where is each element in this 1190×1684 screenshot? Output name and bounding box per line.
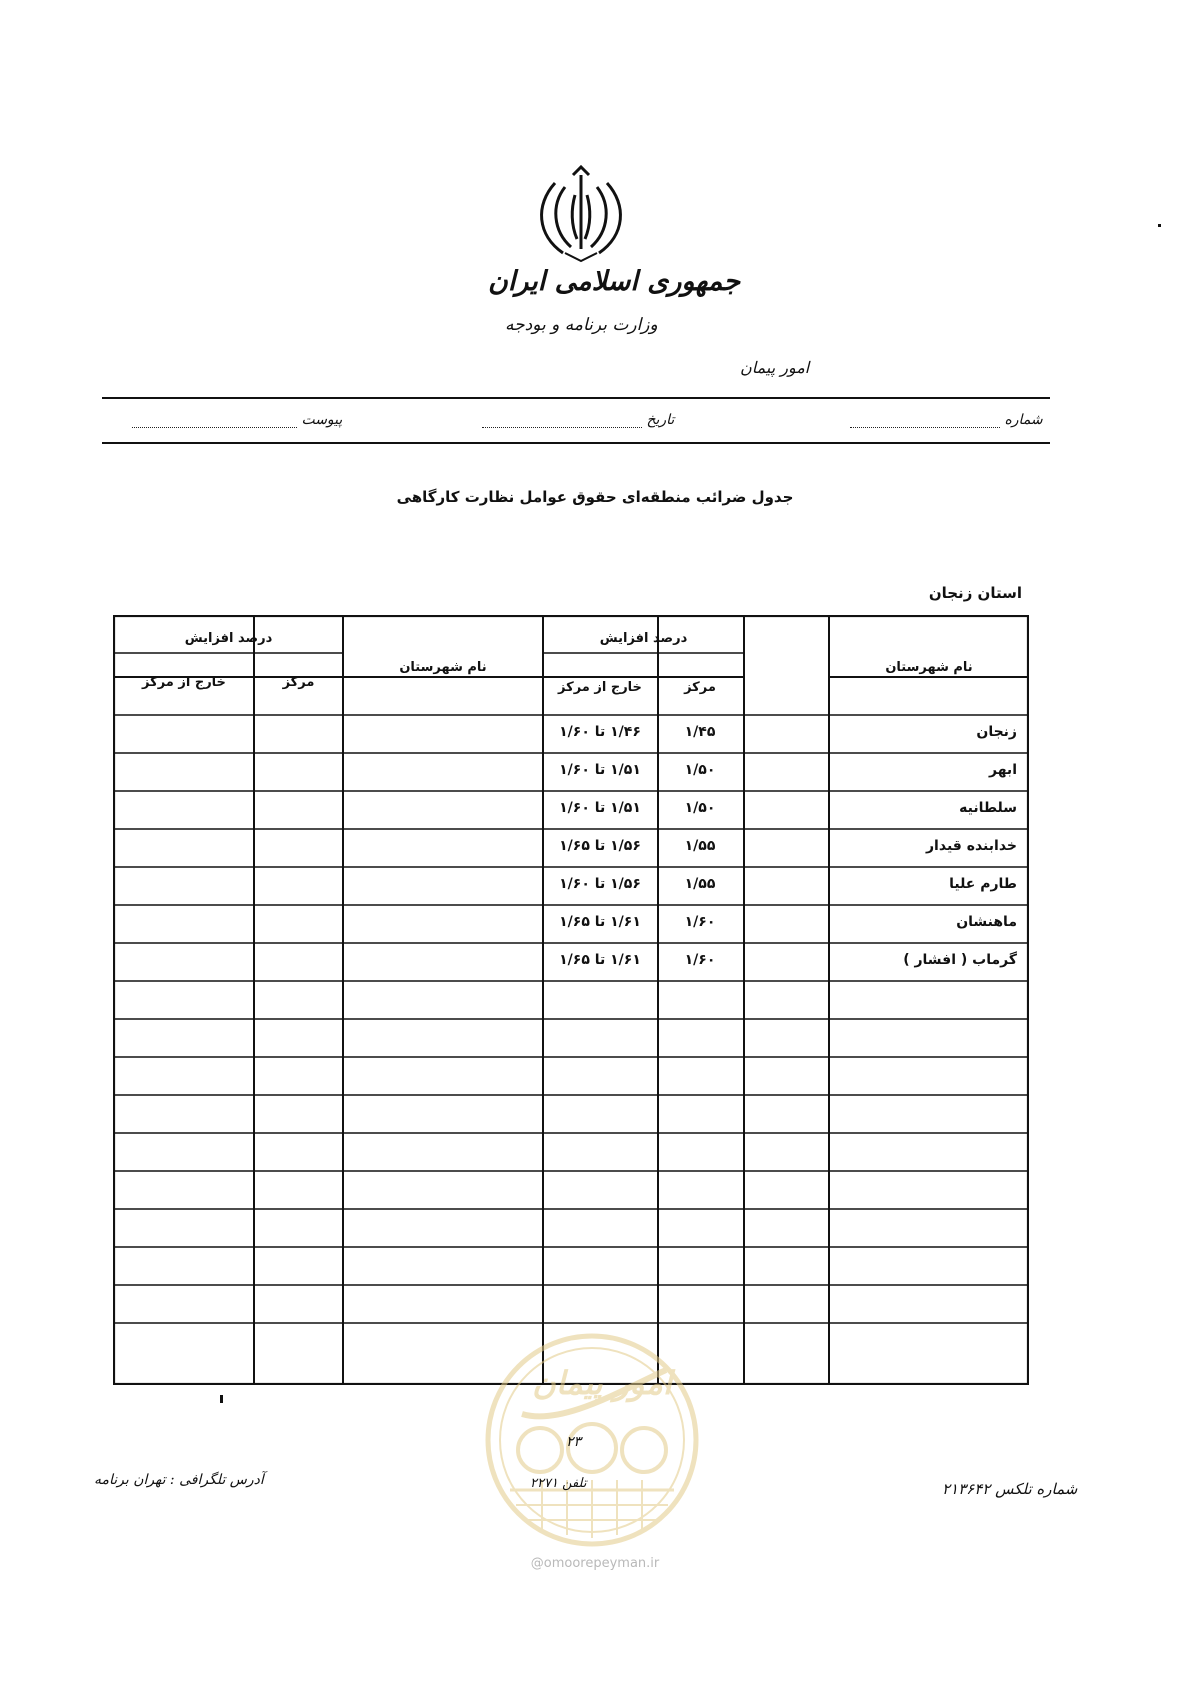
date-field xyxy=(482,412,674,428)
stray-mark xyxy=(220,1395,223,1403)
date-label: تاریخ xyxy=(646,412,675,428)
row-5-center: ۱/۵۵ xyxy=(684,876,716,892)
number-field xyxy=(850,412,1043,428)
header-center-left: مرکز xyxy=(282,675,315,690)
attachment-value-line xyxy=(132,427,297,428)
number-label: شماره xyxy=(1004,412,1043,428)
number-value-line xyxy=(850,427,1000,428)
seal-logo-text: امور پیمان xyxy=(532,1364,672,1402)
row-3-outside: ۱/۵۱ تا ۱/۶۰ xyxy=(559,800,641,816)
telex-number: شماره تلکس ۲۱۳۶۴۲ xyxy=(942,1480,1078,1498)
date-value-line xyxy=(482,427,642,428)
header-center-right: مرکز xyxy=(684,680,716,695)
header-increase-right: درصد افزایش xyxy=(599,631,688,646)
row-2-center: ۱/۵۰ xyxy=(684,762,716,778)
row-6-outside: ۱/۶۱ تا ۱/۶۵ xyxy=(559,914,641,930)
row-3-center: ۱/۵۰ xyxy=(684,800,716,816)
header-rule-top xyxy=(102,397,1050,399)
row-7-outside: ۱/۶۱ تا ۱/۶۵ xyxy=(559,952,641,968)
header-outside-right: خارج از مرکز xyxy=(558,680,642,695)
watermark-url: @omoorepeyman.ir xyxy=(530,1556,660,1571)
header-increase-left: درصد افزایش xyxy=(184,631,273,646)
row-6-county: ماهنشان xyxy=(956,914,1017,930)
row-7-center: ۱/۶۰ xyxy=(684,952,716,968)
country-name: جمهوری اسلامی ایران xyxy=(488,266,741,297)
row-4-county: خدابنده قیدار xyxy=(926,838,1017,854)
province-name: استان زنجان xyxy=(928,584,1022,602)
row-5-outside: ۱/۵۶ تا ۱/۶۰ xyxy=(559,876,641,892)
iran-emblem-icon xyxy=(525,165,637,265)
stray-dot xyxy=(1158,224,1161,227)
row-2-outside: ۱/۵۱ تا ۱/۶۰ xyxy=(559,762,641,778)
header-outside-left: خارج از مرکز xyxy=(142,675,226,690)
row-1-county: زنجان xyxy=(976,724,1017,740)
row-4-outside: ۱/۵۶ تا ۱/۶۵ xyxy=(559,838,641,854)
seal-logo-icon xyxy=(482,1330,702,1550)
page-number: ۲۳ xyxy=(566,1434,582,1450)
document-title: جدول ضرائب منطقه‌ای حقوق عوامل نظارت کارگاهی xyxy=(396,488,794,506)
row-7-county: گرماب ( افشار ) xyxy=(903,952,1017,968)
header-slogan: امور پیمان xyxy=(740,358,810,377)
phone-number: تلفن ۲۲۷۱ xyxy=(530,1476,587,1491)
header-rule-bottom xyxy=(102,442,1050,444)
row-2-county: ابهر xyxy=(988,762,1017,778)
telegraph-address: آدرس تلگرافی : تهران برنامه xyxy=(94,1472,264,1488)
ministry-name: وزارت برنامه و بودجه xyxy=(505,315,658,335)
row-4-center: ۱/۵۵ xyxy=(684,838,716,854)
header-county-right: نام شهرستان xyxy=(885,660,973,675)
attachment-label: پیوست xyxy=(301,412,343,428)
row-6-center: ۱/۶۰ xyxy=(684,914,716,930)
row-3-county: سلطانیه xyxy=(959,800,1017,816)
attachment-field xyxy=(132,412,342,428)
row-1-center: ۱/۴۵ xyxy=(684,724,716,740)
row-5-county: طارم علیا xyxy=(949,876,1017,892)
header-county-left: نام شهرستان xyxy=(399,660,487,675)
row-1-outside: ۱/۴۶ تا ۱/۶۰ xyxy=(559,724,641,740)
